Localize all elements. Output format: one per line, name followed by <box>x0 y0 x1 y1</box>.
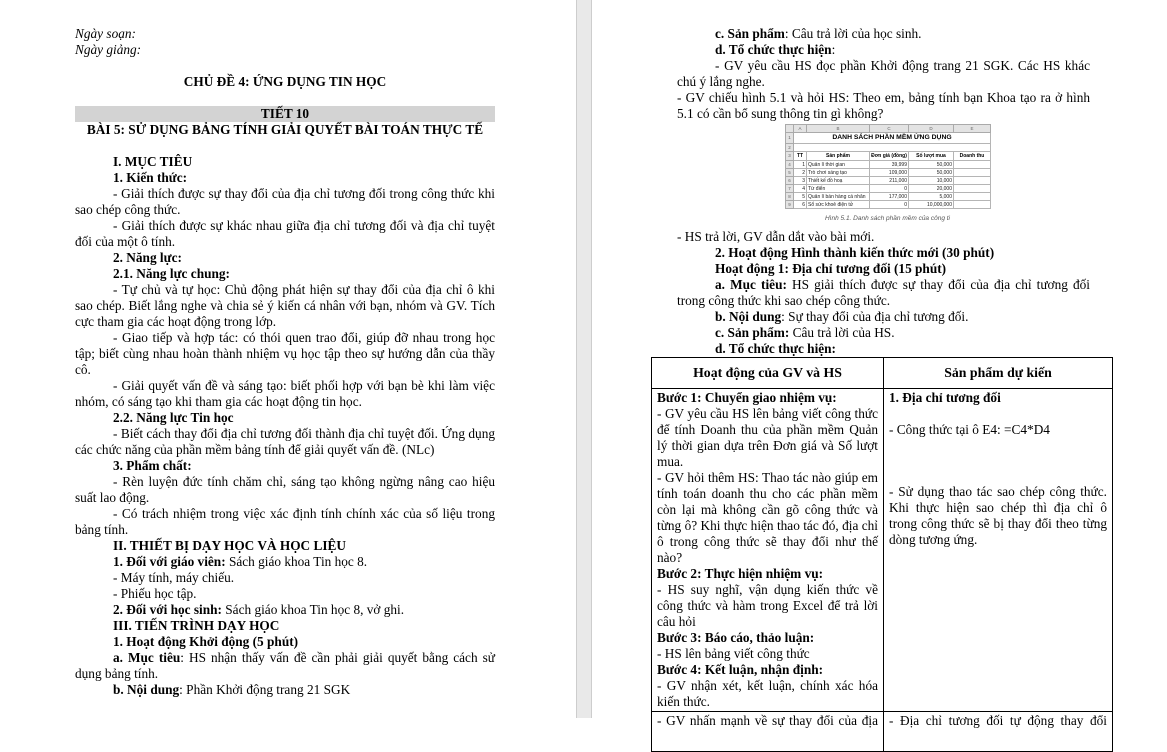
column-letter: D <box>909 125 954 133</box>
cell-unit-price: 39,999 <box>870 161 909 169</box>
page-right-text-column <box>657 26 1107 752</box>
column-header: Sản phẩm <box>807 152 870 161</box>
paragraph: 2.2. Năng lực Tin học <box>113 410 234 425</box>
cell-revenue <box>954 161 991 169</box>
paragraph: a. Mục tiêu: HS giải thích được sự thay đổi của địa chỉ tương đối trong công thức khi sao chép công thức. <box>677 277 1090 308</box>
row-number: 1 <box>786 133 794 144</box>
date-taught-line: Ngày giảng: <box>75 42 142 57</box>
product-heading: 1. Địa chỉ tương đối <box>889 390 1001 405</box>
expected-product-cell-continued: - Địa chỉ tương đối tự động thay đổi <box>884 712 1113 752</box>
cell-purchase-count: 50,000 <box>909 169 954 177</box>
page-left-paragraphs <box>75 154 495 698</box>
paragraph: 2. Năng lực: <box>113 250 182 265</box>
row-number: 5 <box>786 169 794 177</box>
row-number: 3 <box>786 152 794 161</box>
cell-purchase-count: 10,000,000 <box>909 201 954 209</box>
paragraph: I. MỤC TIÊU <box>113 154 193 169</box>
activity-table-header-row <box>652 358 1113 389</box>
spreadsheet-header-row <box>786 152 991 161</box>
paragraph: II. THIẾT BỊ DẠY HỌC VÀ HỌC LIỆU <box>113 538 347 553</box>
page-right-top-paragraphs <box>677 26 1090 122</box>
row-number: 2 <box>786 144 794 152</box>
activity-table-header-gv: Hoạt động của GV và HS <box>652 358 884 389</box>
spreadsheet-row <box>786 193 991 201</box>
paragraph: - GV yêu cầu HS đọc phần Khởi động trang 21 SGK. Các HS khác chú ý lắng nghe. <box>677 58 1090 89</box>
cell-purchase-count: 50,000 <box>909 161 954 169</box>
page-gap <box>576 0 592 718</box>
cell-tt: 2 <box>794 169 807 177</box>
paragraph: c. Sản phẩm: Câu trả lời của học sinh. <box>715 26 922 41</box>
document-page-right[interactable] <box>592 0 1167 728</box>
paragraph: - Máy tính, máy chiếu. <box>113 570 235 585</box>
paragraph: - HS trả lời, GV dẫn dắt vào bài mới. <box>677 229 875 244</box>
row-number: 4 <box>786 161 794 169</box>
spreadsheet-column-letters <box>786 125 991 133</box>
page-right-mid-paragraphs <box>677 229 1090 357</box>
column-letter: C <box>870 125 909 133</box>
row-number: 8 <box>786 193 794 201</box>
cell-revenue <box>954 201 991 209</box>
cell-revenue <box>954 169 991 177</box>
paragraph: d. Tổ chức thực hiện: <box>715 341 836 356</box>
spreadsheet-row <box>786 201 991 209</box>
paragraph: - Tự chủ và tự học: Chủ động phát hiện sự thay đổi của địa chỉ ô khi sao chép. Biết lắng nghe và chia sẻ ý kiến cá nhân với bạn, nhóm và GV. Tích cực tham gia các hoạt động trong lớp. <box>75 282 495 329</box>
cell-purchase-count: 5,000 <box>909 193 954 201</box>
paragraph: 1. Đối với giáo viên: Sách giáo khoa Tin học 8. <box>113 554 368 569</box>
paragraph: - GV nhận xét, kết luận, chính xác hóa kiến thức. <box>657 678 878 709</box>
spreadsheet-row <box>786 161 991 169</box>
column-letter: A <box>794 125 807 133</box>
column-header: TT <box>794 152 807 161</box>
paragraph: - Giao tiếp và hợp tác: có thói quen trao đổi, giúp đỡ nhau trong học tập; biết cùng nhau hoàn thành nhiệm vụ học tập theo sự hướng dẫn của thầy cô. <box>75 330 495 377</box>
row-number: 9 <box>786 201 794 209</box>
spreadsheet-title-row <box>786 133 991 144</box>
paragraph: b. Nội dung: Phần Khởi động trang 21 SGK <box>113 682 351 697</box>
paragraph: 2. Đối với học sinh: Sách giáo khoa Tin học 8, vở ghi. <box>113 602 405 617</box>
row-number: 6 <box>786 177 794 185</box>
paragraph: b. Nội dung: Sự thay đổi của địa chỉ tương đối. <box>715 309 969 324</box>
paragraph: - Phiếu học tập. <box>113 586 197 601</box>
cell-product-name: Trò chơi sáng tạo <box>807 169 870 177</box>
cell-unit-price: 211,000 <box>870 177 909 185</box>
column-letter: E <box>954 125 991 133</box>
figure-5-1-spreadsheet-image <box>785 124 990 209</box>
date-prepared-line: Ngày soạn: <box>75 26 136 41</box>
paragraph: 2. Hoạt động Hình thành kiến thức mới (30 phút) <box>715 245 995 260</box>
product-item: - Sử dụng thao tác sao chép công thức. Khi thực hiện sao chép thì địa chỉ ô trong công thức sẽ bị thay đổi theo từng dòng tương ứng. <box>889 484 1107 547</box>
cell-product-name: Từ điển <box>807 185 870 193</box>
cell-purchase-count: 20,000 <box>909 185 954 193</box>
paragraph: 1. Kiến thức: <box>113 170 188 185</box>
page-left-text-column <box>75 26 495 698</box>
paragraph: - Giải quyết vấn đề và sáng tạo: biết phối hợp với bạn bè khi làm việc nhóm, có sáng tạo khi tham gia các hoạt động tin học. <box>75 378 495 409</box>
document-page-left[interactable] <box>0 0 576 718</box>
cell-purchase-count: 10,000 <box>909 177 954 185</box>
cell-tt: 3 <box>794 177 807 185</box>
cell-tt: 1 <box>794 161 807 169</box>
cell-revenue <box>954 193 991 201</box>
column-letter: B <box>807 125 870 133</box>
period-heading: TIẾT 10 <box>75 106 495 122</box>
spreadsheet-empty-row <box>786 144 991 152</box>
spreadsheet-row <box>786 169 991 177</box>
paragraph: d. Tổ chức thực hiện: <box>715 42 836 57</box>
gv-activities-cell-continued: - GV nhấn mạnh về sự thay đổi của địa <box>652 712 884 752</box>
cell-unit-price: 0 <box>870 201 909 209</box>
paragraph: - Có trách nhiệm trong việc xác định tính chính xác của số liệu trong bảng tính. <box>75 506 495 537</box>
product-item: - Công thức tại ô E4: =C4*D4 <box>889 422 1050 437</box>
paragraph: - HS lên bảng viết công thức <box>657 646 810 661</box>
spreadsheet-row <box>786 185 991 193</box>
spreadsheet-data-rows <box>786 161 991 209</box>
paragraph: - GV yêu cầu HS lên bảng viết công thức để tính Doanh thu của phần mềm Quản lý thời gian dựa trên Đơn giá và Số lượt mua. <box>657 406 878 469</box>
spreadsheet-corner <box>786 125 794 133</box>
row-number: 7 <box>786 185 794 193</box>
cell-product-name: Quản lí thời gian <box>807 161 870 169</box>
paragraph: Hoạt động 1: Địa chỉ tương đối (15 phút) <box>715 261 947 276</box>
cell-revenue <box>954 177 991 185</box>
cell-product-name: Sổ sức khoẻ điện tử <box>807 201 870 209</box>
paragraph: Bước 2: Thực hiện nhiệm vụ: <box>657 566 824 581</box>
gv-activities-cell <box>652 389 884 712</box>
paragraph: c. Sản phẩm: Câu trả lời của HS. <box>715 325 895 340</box>
cell-unit-price: 0 <box>870 185 909 193</box>
paragraph: a. Mục tiêu: HS nhận thấy vấn đề cần phải giải quyết bằng cách sử dụng bảng tính. <box>75 650 495 681</box>
chapter-heading: CHỦ ĐỀ 4: ỨNG DỤNG TIN HỌC <box>183 74 387 89</box>
cell-tt: 5 <box>794 193 807 201</box>
paragraph: 1. Hoạt động Khởi động (5 phút) <box>113 634 299 649</box>
activity-table <box>651 357 1113 752</box>
cell-unit-price: 177,000 <box>870 193 909 201</box>
cell-tt: 6 <box>794 201 807 209</box>
paragraph: III. TIẾN TRÌNH DẠY HỌC <box>113 618 280 633</box>
column-header: Doanh thu <box>954 152 991 161</box>
spreadsheet-title: DANH SÁCH PHẦN MỀM ỨNG DỤNG <box>794 133 991 144</box>
spreadsheet-row <box>786 177 991 185</box>
spreadsheet-grid <box>785 124 991 209</box>
figure-caption: Hình 5.1. Danh sách phần mềm của công ti <box>824 215 951 222</box>
paragraph: - GV hỏi thêm HS: Thao tác nào giúp em tính toán doanh thu cho các phần mềm còn lại mà không cần gõ công thức và từng ô? Khi thực hiện thao tác đó, địa chỉ ô trong công thức sẽ thay đổi như thế nào? <box>657 470 878 565</box>
paragraph: - Giải thích được sự khác nhau giữa địa chỉ tương đối và địa chỉ tuyệt đối của một ô tính. <box>75 218 495 249</box>
cell-revenue <box>954 185 991 193</box>
paragraph: Bước 1: Chuyển giao nhiệm vụ: <box>657 390 837 405</box>
cell-unit-price: 109,000 <box>870 169 909 177</box>
paragraph: 3. Phẩm chất: <box>113 458 192 473</box>
lesson-heading: BÀI 5: SỬ DỤNG BẢNG TÍNH GIẢI QUYẾT BÀI TOÁN THỰC TẾ <box>86 122 484 137</box>
column-header: Đơn giá (đồng) <box>871 153 907 159</box>
paragraph: - GV chiếu hình 5.1 và hỏi HS: Theo em, bảng tính bạn Khoa tạo ra ở hình 5.1 có cần bổ sung thông tin gì không? <box>677 90 1090 121</box>
paragraph: - Biết cách thay đổi địa chỉ tương đối thành địa chỉ tuyệt đối. Ứng dụng các chức năng của phần mềm bảng tính để giải quyết vấn đề. (NLc) <box>75 426 495 457</box>
cell-product-name: Thiết kế đồ hoạ <box>807 177 870 185</box>
paragraph: - HS suy nghĩ, vận dụng kiến thức về công thức và hàm trong Excel để trả lời câu hỏi <box>657 582 878 629</box>
paragraph: Bước 4: Kết luận, nhận định: <box>657 662 824 677</box>
activity-table-header-product: Sản phẩm dự kiến <box>884 358 1113 389</box>
cell-product-name: Quản lí bán hàng cá nhân <box>807 193 870 201</box>
paragraph: - Giải thích được sự thay đổi của địa chỉ tương đối trong công thức khi sao chép công thức. <box>75 186 495 217</box>
paragraph: Bước 3: Báo cáo, thảo luận: <box>657 630 815 645</box>
cell-tt: 4 <box>794 185 807 193</box>
expected-product-cell <box>884 389 1113 712</box>
paragraph: - Rèn luyện đức tính chăm chỉ, sáng tạo không ngừng nâng cao hiệu suất lao động. <box>75 474 495 505</box>
column-header: Số lượt mua <box>909 152 954 161</box>
activity-table-body-row <box>652 389 1113 712</box>
paragraph: 2.1. Năng lực chung: <box>113 266 230 281</box>
